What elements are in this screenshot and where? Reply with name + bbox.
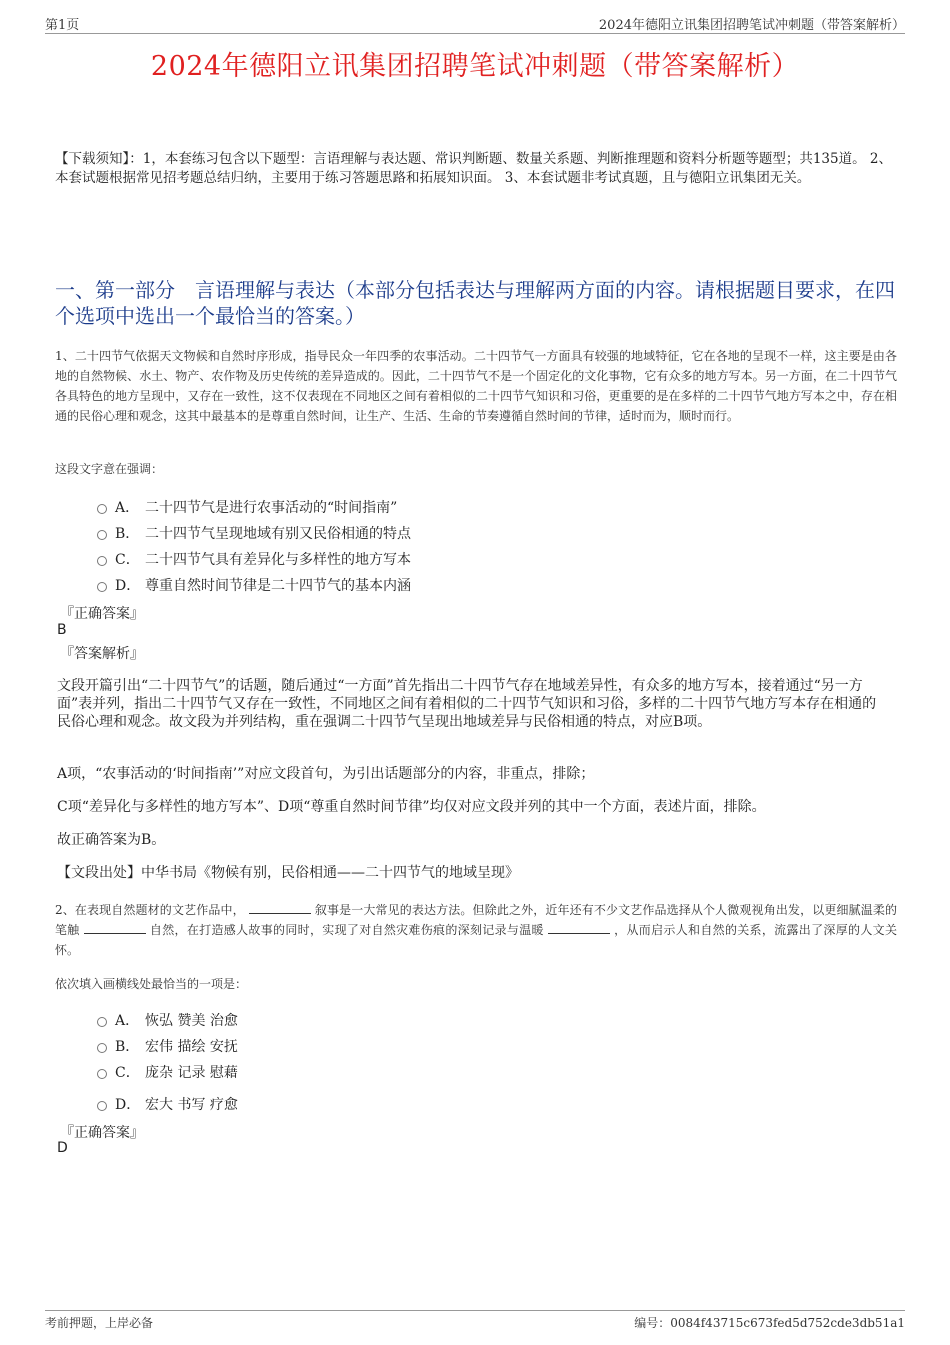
question-1-analysis-para: 文段开篇引出“二十四节气”的话题，随后通过“一方面”首先指出二十四节气存在地域差异性，有众多的地方写本，接着通过“另一方面”表并列，指出二十四节气又存在一致性，不同地区之间有着相似的二十四节气知识和习俗，多样的二十四节气地方写本存在相通的民俗心理和观念。故文段为并列结构，重在强调二十四节气呈现出地域差异与民俗相通的特点，对应B项。 — [57, 678, 877, 730]
question-1-answer-label: 『正确答案』 — [60, 606, 144, 622]
option-text: 恢弘 赞美 治愈 — [145, 1013, 238, 1029]
option-letter: B． — [115, 526, 140, 542]
option-letter: A． — [115, 1013, 140, 1029]
question-1-analysis-label: 『答案解析』 — [60, 646, 144, 662]
question-1-prompt: 这段文字意在强调： — [55, 462, 164, 476]
radio-icon[interactable] — [97, 504, 107, 514]
download-notice: 【下载须知】：1，本套练习包含以下题型：言语理解与表达题、常识判断题、数量关系题、判断推理题和资料分析题等题型；共135道。 2、本套试题根据常见招考题总结归纳，主要用于练习答题思路和拓展知识面。 3、本套试题非考试真题，且与德阳立讯集团无关。 — [55, 151, 892, 186]
radio-icon[interactable] — [97, 556, 107, 566]
option-letter: A． — [115, 500, 140, 516]
question-2-option-a[interactable] — [97, 1010, 238, 1030]
option-text: 二十四节气是进行农事活动的“时间指南” — [145, 500, 398, 516]
option-letter: D． — [115, 1097, 141, 1113]
option-letter: B． — [115, 1039, 140, 1055]
question-1-option-a[interactable] — [97, 497, 397, 517]
question-1-option-b[interactable] — [97, 523, 411, 543]
fill-blank — [249, 901, 311, 914]
section-title: 一、第一部分 言语理解与表达（本部分包括表达与理解两方面的内容。请根据题目要求，在四个选项中选出一个最恰当的答案。） — [55, 278, 895, 328]
fill-blank — [84, 921, 146, 934]
footer-doc-code: 编号：0084f43715c673fed5d752cde3db51a1 — [634, 1316, 905, 1330]
option-text: 二十四节气具有差异化与多样性的地方写本 — [145, 552, 411, 568]
question-2-answer-label: 『正确答案』 — [60, 1125, 144, 1141]
question-1-analysis-para: 故正确答案为B。 — [57, 832, 166, 848]
footer-slogan: 考前押题，上岸必备 — [45, 1316, 154, 1330]
question-2-option-d[interactable] — [97, 1094, 238, 1114]
question-2-stem — [55, 900, 897, 960]
question-1-source: 【文段出处】中华书局《物候有别，民俗相通——二十四节气的地域呈现》 — [57, 865, 519, 881]
option-letter: C． — [115, 1065, 140, 1081]
stem-text: ，从而启示人和自然的关系，流露出了深厚的人文关怀。 — [55, 923, 897, 957]
header-doc-title: 2024年德阳立讯集团招聘笔试冲刺题（带答案解析） — [598, 18, 905, 33]
footer-divider — [45, 1310, 905, 1311]
question-1-answer: B — [57, 622, 67, 638]
question-2-option-b[interactable] — [97, 1036, 238, 1056]
option-letter: D． — [115, 578, 141, 594]
question-2-answer: D — [57, 1140, 68, 1156]
option-text: 二十四节气呈现地域有别又民俗相通的特点 — [145, 526, 411, 542]
page-title: 2024年德阳立讯集团招聘笔试冲刺题（带答案解析） — [150, 51, 800, 82]
radio-icon[interactable] — [97, 1043, 107, 1053]
question-1-option-c[interactable] — [97, 549, 411, 569]
option-text: 尊重自然时间节律是二十四节气的基本内涵 — [145, 578, 411, 594]
option-text: 宏大 书写 疗愈 — [145, 1097, 238, 1113]
radio-icon[interactable] — [97, 530, 107, 540]
option-text: 宏伟 描绘 安抚 — [145, 1039, 238, 1055]
question-1-stem: 1、二十四节气依据天文物候和自然时序形成，指导民众一年四季的农事活动。二十四节气一方面具有较强的地域特征，它在各地的呈现不一样，这主要是由各地的自然物候、水土、物产、农作物及历史传统的差异造成的。因此，二十四节气不是一个固定化的文化事物，它有众多的地方写本。另一方面，在二十四节气各具特色的地方呈现中，又存在一致性，这不仅表现在不同地区之间有着相似的二十四节气知识和习俗，更重要的是在多样的二十四节气地方写本之中，存在相通的民俗心理和观念，这其中最基本的是尊重自然时间，让生产、生活、生命的节奏遵循自然时间的节律，适时而为，顺时而行。 — [55, 349, 897, 423]
fill-blank — [548, 921, 610, 934]
radio-icon[interactable] — [97, 1017, 107, 1027]
stem-text: 2、在表现自然题材的文艺作品中， — [55, 903, 245, 917]
question-1-analysis-para: C项“差异化与多样性的地方写本”、D项“尊重自然时间节律”均仅对应文段并列的其中一个方面，表述片面，排除。 — [57, 799, 766, 815]
option-text: 庞杂 记录 慰藉 — [145, 1065, 238, 1081]
question-2-option-c[interactable] — [97, 1062, 238, 1082]
option-letter: C． — [115, 552, 140, 568]
question-1-option-d[interactable] — [97, 575, 411, 595]
question-1-analysis-para: A项，“农事活动的‘时间指南’”对应文段首句，为引出话题部分的内容，非重点，排除； — [57, 766, 595, 782]
header-divider — [45, 33, 905, 34]
stem-text: 叙事是一大常见的表达方法。但除此之外，近年还有不少文艺作品选择从个人微观视角出发，以更细腻温柔的笔触 — [55, 903, 897, 937]
stem-text: 自然，在打造感人故事的同时，实现了对自然灾难伤痕的深刻记录与温暖 — [149, 923, 544, 937]
question-2-prompt: 依次填入画横线处最恰当的一项是： — [55, 977, 248, 991]
radio-icon[interactable] — [97, 1101, 107, 1111]
radio-icon[interactable] — [97, 582, 107, 592]
radio-icon[interactable] — [97, 1069, 107, 1079]
page-number: 第1页 — [45, 18, 80, 33]
